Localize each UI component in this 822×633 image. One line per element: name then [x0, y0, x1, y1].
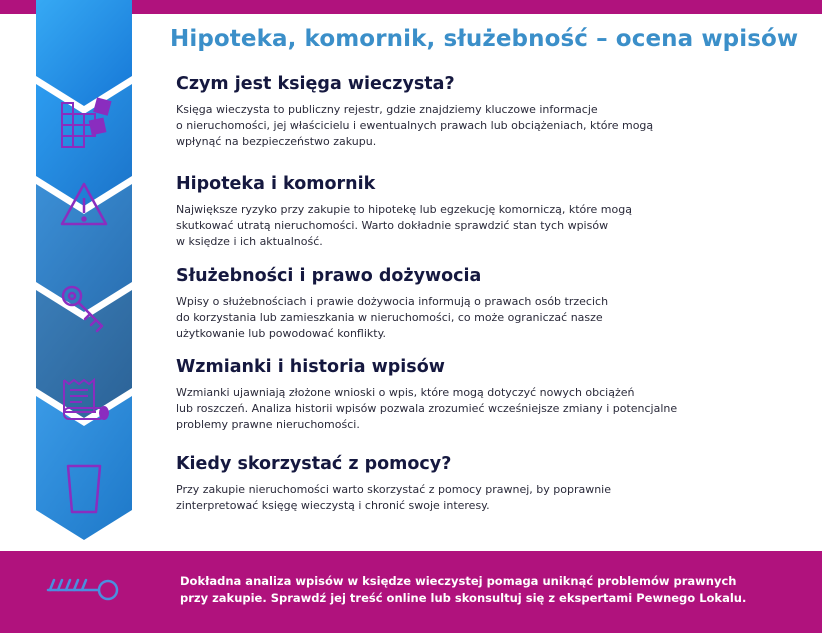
section-sluzebnosci [176, 266, 766, 342]
page-title: Hipoteka, komornik, służebność – ocena wpisów [170, 26, 799, 52]
chevron-1 [36, 0, 132, 106]
section-hipoteka [176, 174, 766, 250]
section-body: Wpisy o służebnościach i prawie dożywocia informują o prawach osób trzecich do korzystania lub zamieszkania w nieruchomości, co może ograniczać nasze użytkowanie lub powodować konflikty. [176, 295, 609, 340]
section-ksiega [176, 74, 766, 150]
section-body: Przy zakupie nieruchomości warto skorzystać z pomocy prawnej, by poprawnie zinterpretować księgę wieczystą i chronić swoje interesy. [176, 483, 612, 512]
section-heading: Wzmianki i historia wpisów [176, 357, 445, 377]
footer-text: Dokładna analiza wpisów w księdze wieczystej pomaga uniknąć problemów prawnych przy zakupie. Sprawdź jej treść online lub skonsultuj się z ekspertami Pewnego Lokalu. [180, 574, 747, 605]
section-heading: Służebności i prawo dożywocia [176, 266, 482, 286]
section-heading: Hipoteka i komornik [176, 174, 376, 194]
section-heading: Kiedy skorzystać z pomocy? [176, 454, 452, 474]
key-outline-icon [46, 574, 122, 604]
section-pomoc [176, 454, 766, 514]
chevron-column [36, 0, 132, 551]
section-body: Księga wieczysta to publiczny rejestr, gdzie znajdziemy kluczowe informacje o nieruchomości, jej właścicielu i ewentualnych prawach lub obciążeniach, które mogą wpłynąć na bezpieczeństwo zakupu. [176, 103, 654, 148]
section-heading: Czym jest księga wieczysta? [176, 74, 455, 94]
section-wzmianki [176, 357, 766, 433]
section-body: Wzmianki ujawniają złożone wnioski o wpis, które mogą dotyczyć nowych obciążeń lub roszczeń. Analiza historii wpisów pozwala zrozumieć wcześniejsze zmiany i potencjalne problemy prawne nieruchomości. [176, 386, 678, 431]
section-body: Największe ryzyko przy zakupie to hipotekę lub egzekucję komorniczą, które mogą skutkować utratą nieruchomości. Warto dokładnie sprawdzić stan tych wpisów w księdze i ich aktualność. [176, 203, 632, 248]
